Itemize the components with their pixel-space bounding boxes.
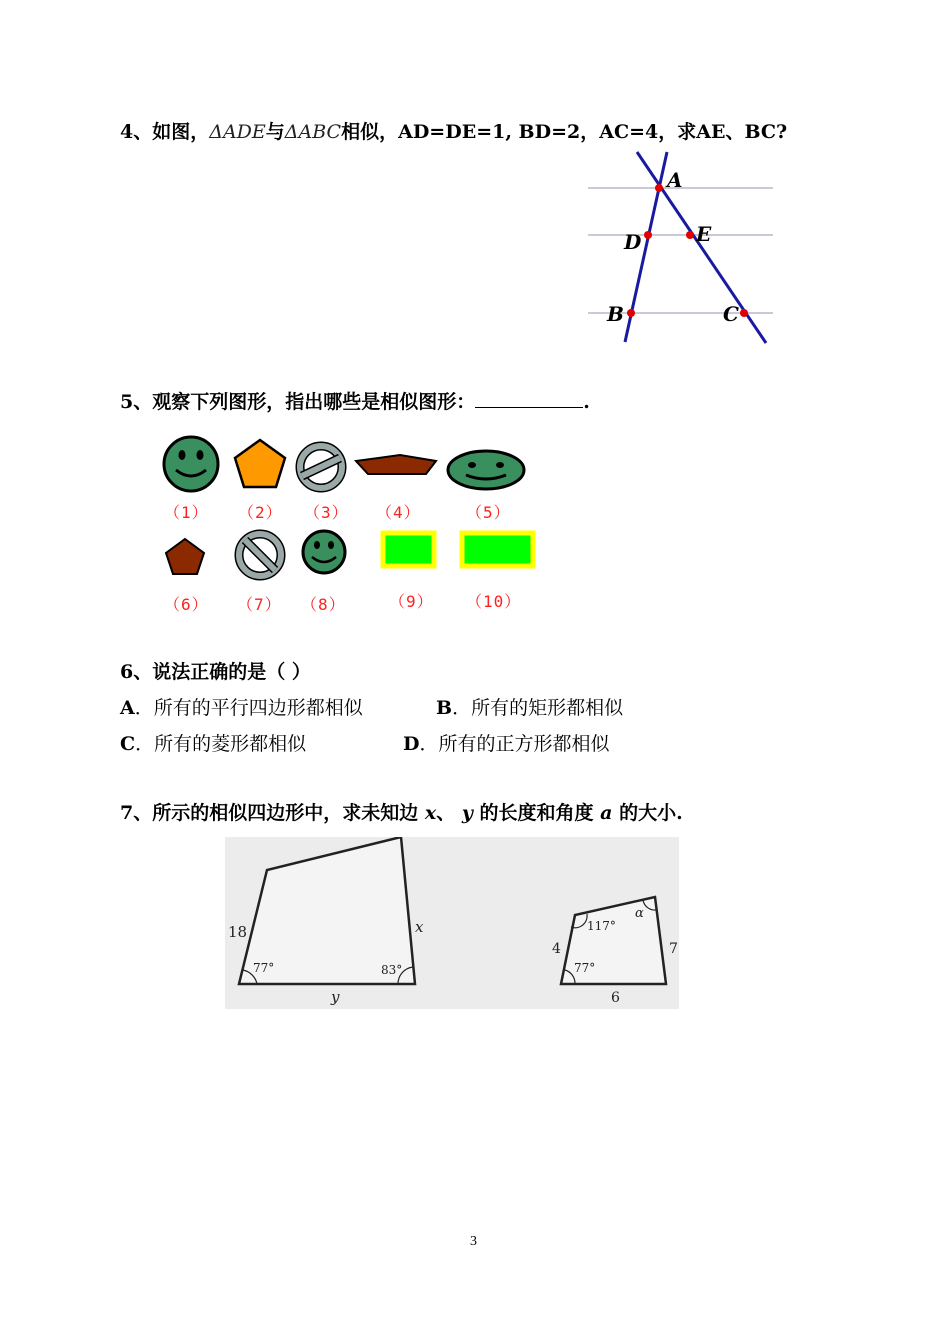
q4-number: 4、如图， — [120, 121, 210, 143]
label-8: （8） — [301, 595, 346, 614]
option-a-letter: A — [120, 697, 135, 719]
label-e: E — [696, 222, 712, 246]
point-c — [740, 309, 748, 317]
shape-5-flat-smiley — [448, 451, 524, 489]
page-number: 3 — [470, 1234, 477, 1249]
triangle-abc: ΔABC — [284, 121, 342, 143]
triangle-ade: ΔADE — [209, 121, 266, 143]
option-a[interactable] — [120, 693, 363, 720]
question-7 — [120, 798, 683, 825]
option-d[interactable] — [403, 729, 610, 756]
option-c[interactable] — [120, 729, 306, 756]
option-b-letter: B — [436, 697, 453, 719]
shape-9-rect — [383, 533, 434, 566]
question-4 — [120, 117, 787, 144]
label-2: （2） — [238, 503, 283, 522]
label-7: （7） — [237, 595, 282, 614]
label-b: B — [607, 302, 624, 326]
point-e — [686, 231, 694, 239]
q7-post: 的大小. — [619, 802, 683, 824]
label-4: （4） — [376, 503, 421, 522]
point-b — [627, 309, 635, 317]
option-b[interactable] — [436, 693, 623, 720]
q7-quadrilaterals-figure — [225, 837, 679, 1009]
q5-text: 5、观察下列图形，指出哪些是相似图形： — [120, 391, 476, 413]
q4-rest: 相似，AD=DE=1, BD=2，AC=4，求AE、BC? — [341, 121, 788, 143]
small-side-6: 6 — [611, 990, 620, 1006]
shape-7-ring — [239, 534, 281, 576]
var-a: a — [600, 802, 613, 824]
option-a-text: ．所有的平行四边形都相似 — [134, 697, 363, 719]
shape-4-flat-pentagon — [356, 455, 436, 474]
option-b-text: ．所有的矩形都相似 — [452, 697, 624, 719]
question-5 — [120, 387, 590, 414]
big-angle-83: 83° — [381, 963, 403, 977]
shape-8-small-smiley — [303, 531, 345, 573]
shape-6-small-pentagon — [166, 539, 204, 574]
q4-triangle-diagram — [580, 148, 780, 348]
shape-3-ring — [300, 446, 342, 488]
var-x: x — [424, 802, 437, 824]
q7-pre: 7、所示的相似四边形中，求未知边 — [120, 802, 419, 824]
big-side-x: x — [415, 918, 424, 936]
q4-mid: 与 — [265, 121, 285, 143]
small-angle-77: 77° — [574, 961, 596, 975]
question-6: 6、说法正确的是（ ） — [120, 661, 311, 683]
label-10: （10） — [466, 592, 522, 611]
var-y: y — [461, 802, 473, 824]
label-1: （1） — [164, 503, 209, 522]
option-d-letter: D — [403, 733, 420, 755]
answer-blank — [475, 391, 583, 408]
small-angle-alpha: α — [635, 906, 644, 921]
label-d: D — [624, 230, 642, 254]
option-d-text: ．所有的正方形都相似 — [419, 733, 610, 755]
shape-1-smiley — [164, 437, 218, 491]
label-a: A — [667, 168, 683, 192]
label-9: （9） — [389, 592, 434, 611]
big-side-18: 18 — [228, 923, 248, 941]
shape-2-pentagon — [235, 440, 285, 487]
big-angle-77: 77° — [253, 961, 275, 975]
option-c-letter: C — [120, 733, 136, 755]
label-3: （3） — [304, 503, 349, 522]
q5-end: . — [583, 391, 590, 413]
label-6: （6） — [164, 595, 209, 614]
q7-sep: 、 — [436, 802, 456, 824]
option-c-text: ．所有的菱形都相似 — [135, 733, 307, 755]
label-5: （5） — [466, 503, 511, 522]
big-side-y: y — [331, 988, 340, 1006]
small-side-4: 4 — [552, 941, 561, 957]
label-c: C — [723, 302, 739, 326]
small-angle-117: 117° — [587, 919, 616, 933]
q7-mid: 的长度和角度 — [479, 802, 594, 824]
small-side-7: 7 — [669, 941, 678, 957]
point-d — [644, 231, 652, 239]
shape-10-rect — [462, 533, 533, 566]
point-a — [655, 184, 663, 192]
